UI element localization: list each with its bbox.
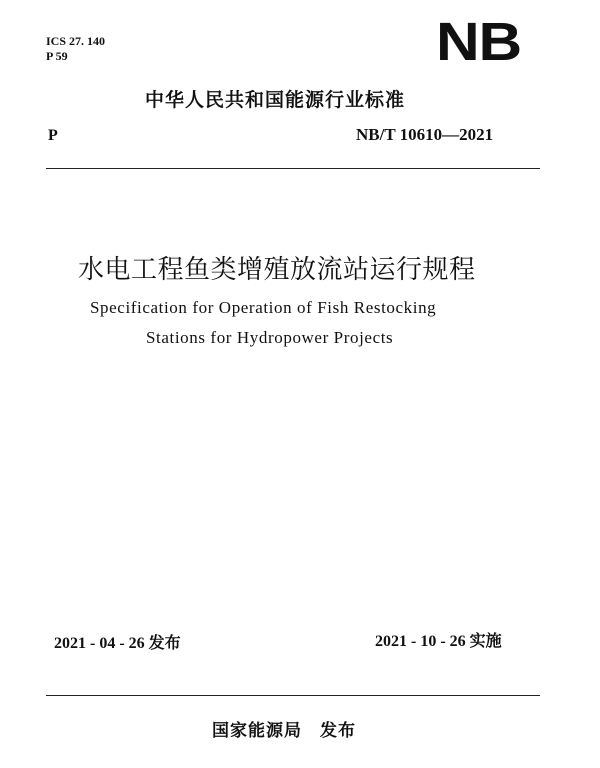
standard-number: NB/T 10610—2021	[356, 125, 494, 144]
ccs-code: P 59	[46, 49, 68, 63]
nb-logo: NB	[436, 12, 522, 72]
implementation-date: 2021 - 10 - 26 实施	[375, 633, 502, 650]
issuing-authority: 国家能源局 发布	[212, 721, 356, 741]
top-divider	[46, 168, 540, 169]
title-chinese: 水电工程鱼类增殖放流站运行规程	[78, 255, 476, 285]
ics-code: ICS 27. 140	[46, 34, 106, 48]
title-english-line-2: Stations for Hydropower Projects	[146, 328, 394, 347]
title-english-line-1: Specification for Operation of Fish Restocking	[90, 298, 437, 317]
issue-date: 2021 - 04 - 26 发布	[54, 635, 181, 652]
bottom-divider	[46, 695, 540, 696]
category-letter: P	[48, 127, 58, 144]
standard-type-heading: 中华人民共和国能源行业标准	[145, 89, 406, 111]
